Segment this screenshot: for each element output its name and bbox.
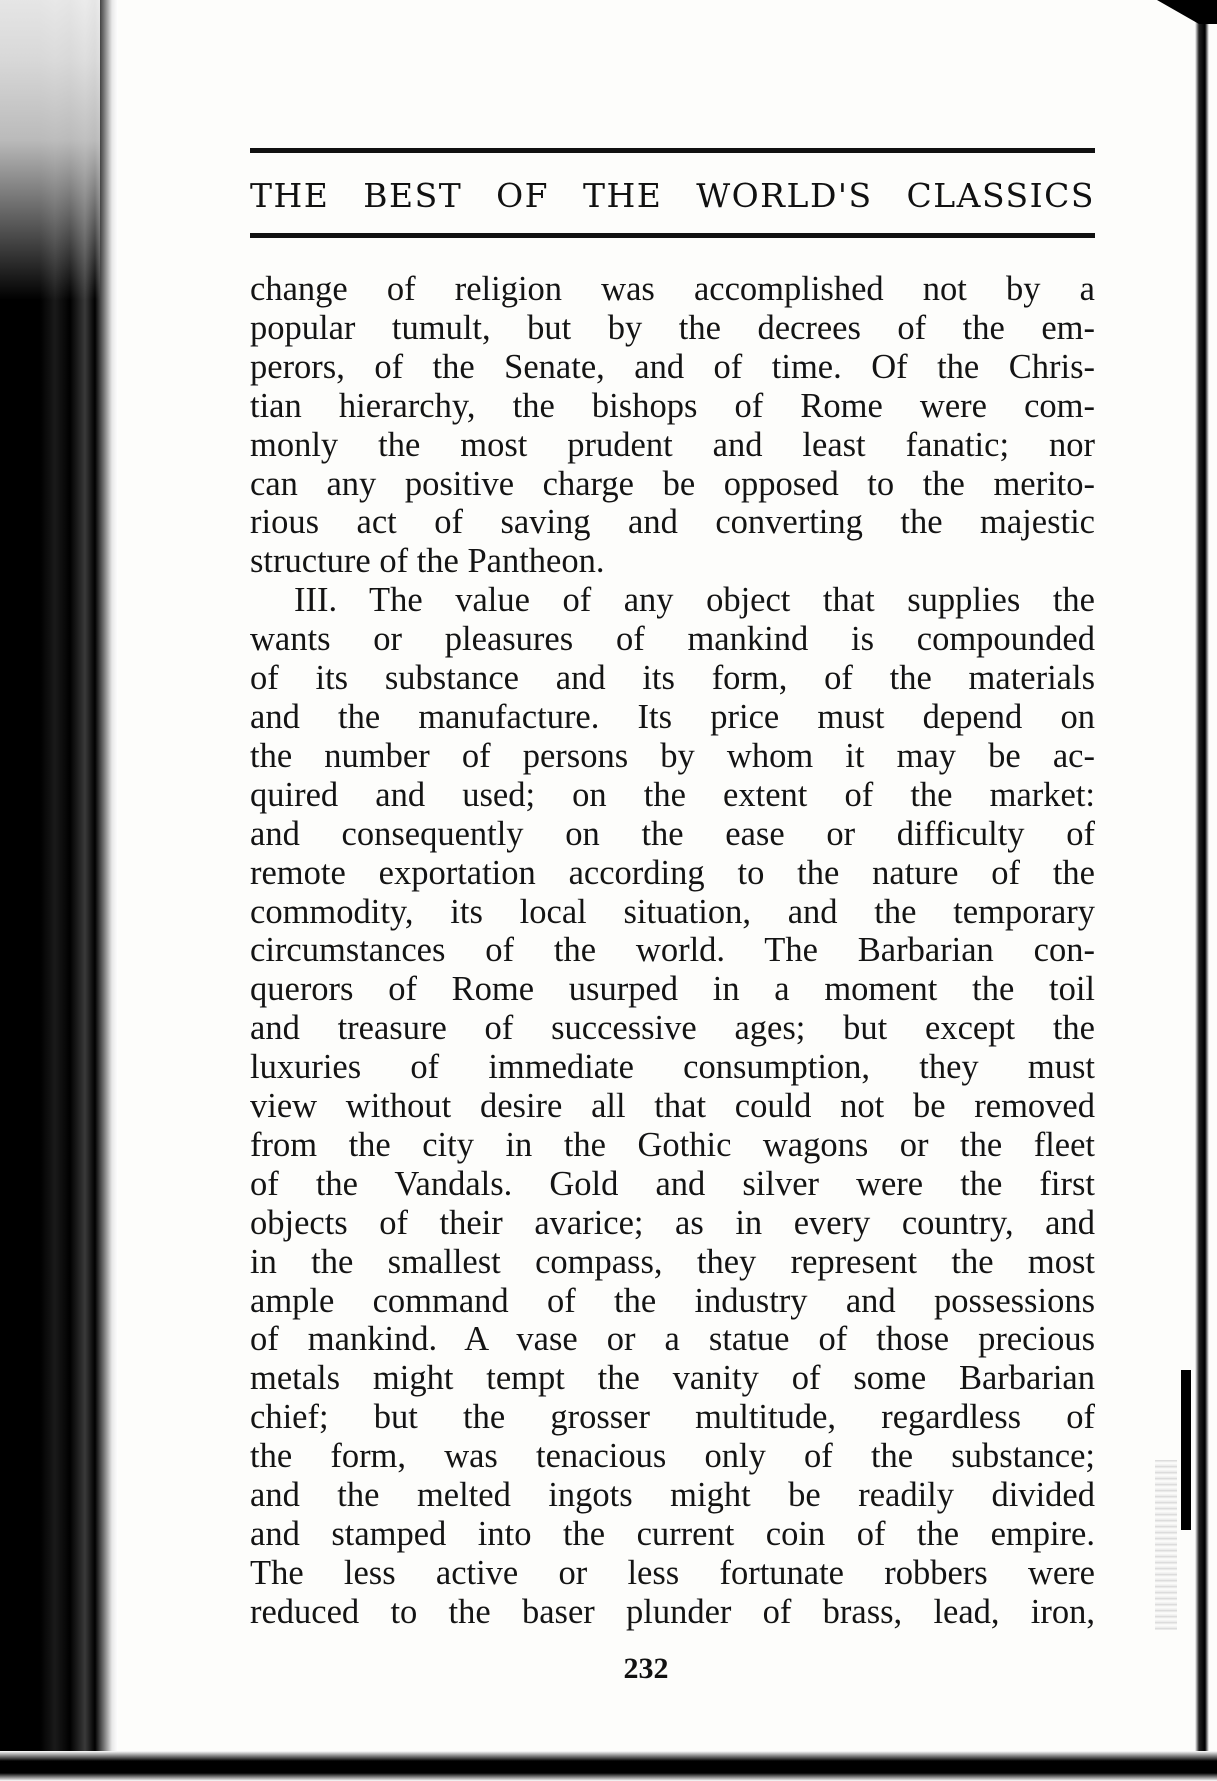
text-line: The less active or less fortunate robbers were: [250, 1553, 1095, 1592]
text-line: ample command of the industry and possessions: [250, 1281, 1095, 1320]
scan-page-edge-right: [1195, 0, 1209, 1781]
scan-corner-artifact: [1157, 0, 1217, 24]
body-text: [250, 270, 1095, 1632]
running-head: THE BEST OF THE WORLD'S CLASSICS: [250, 176, 1095, 215]
text-line: luxuries of immediate consumption, they must: [250, 1048, 1095, 1087]
text-line: and consequently on the ease or difficulty of: [250, 814, 1095, 853]
text-line: tian hierarchy, the bishops of Rome were com-: [250, 386, 1095, 425]
text-line: and the melted ingots might be readily divided: [250, 1476, 1095, 1515]
text-line: rious act of saving and converting the majestic: [250, 503, 1095, 542]
text-line: view without desire all that could not be removed: [250, 1087, 1095, 1126]
text-line: the form, was tenacious only of the substance;: [250, 1437, 1095, 1476]
paragraph-2: [250, 581, 1095, 1631]
text-line: wants or pleasures of mankind is compounded: [250, 620, 1095, 659]
text-line: and treasure of successive ages; but except the: [250, 1009, 1095, 1048]
text-line: perors, of the Senate, and of time. Of the Chris-: [250, 347, 1095, 386]
text-line: commodity, its local situation, and the temporary: [250, 892, 1095, 931]
text-line: can any positive charge be opposed to the merito-: [250, 464, 1095, 503]
page-number: 232: [623, 1652, 669, 1685]
text-line: circumstances of the world. The Barbarian con-: [250, 931, 1095, 970]
text-line: from the city in the Gothic wagons or the fleet: [250, 1125, 1095, 1164]
text-line: querors of Rome usurped in a moment the toil: [250, 970, 1095, 1009]
text-line: structure of the Pantheon.: [250, 542, 605, 581]
header-rule-top: [250, 148, 1095, 153]
text-line: and stamped into the current coin of the empire.: [250, 1515, 1095, 1553]
text-line: of its substance and its form, of the materials: [250, 659, 1095, 698]
text-line: of mankind. A vase or a statue of those precious: [250, 1320, 1095, 1359]
text-line: the number of persons by whom it may be ac-: [250, 736, 1095, 775]
scan-page-edge-bottom: [0, 1751, 1217, 1781]
scan-edge-mark: [1181, 1370, 1191, 1530]
text-line: objects of their avarice; as in every country, and: [250, 1203, 1095, 1242]
text-line: chief; but the grosser multitude, regardless of: [250, 1398, 1095, 1437]
text-line: of the Vandals. Gold and silver were the first: [250, 1164, 1095, 1203]
text-line: metals might tempt the vanity of some Barbarian: [250, 1359, 1095, 1398]
text-line: reduced to the baser plunder of brass, lead, iron,: [250, 1592, 1095, 1631]
text-line: quired and used; on the extent of the market:: [250, 775, 1095, 814]
text-line: change of religion was accomplished not by a: [250, 270, 1095, 308]
text-line: and the manufacture. Its price must depend on: [250, 697, 1095, 736]
text-line: in the smallest compass, they represent the most: [250, 1242, 1095, 1281]
header-rule-bottom: [250, 233, 1095, 238]
text-line: III. The value of any object that supplies the: [294, 581, 1095, 620]
scan-binding-highlight: [0, 0, 100, 300]
paragraph-1: [250, 270, 1095, 581]
text-line: monly the most prudent and least fanatic; nor: [250, 425, 1095, 464]
scan-edge-noise: [1155, 1460, 1177, 1630]
text-line: remote exportation according to the nature of the: [250, 853, 1095, 892]
text-line: popular tumult, but by the decrees of the em-: [250, 308, 1095, 347]
